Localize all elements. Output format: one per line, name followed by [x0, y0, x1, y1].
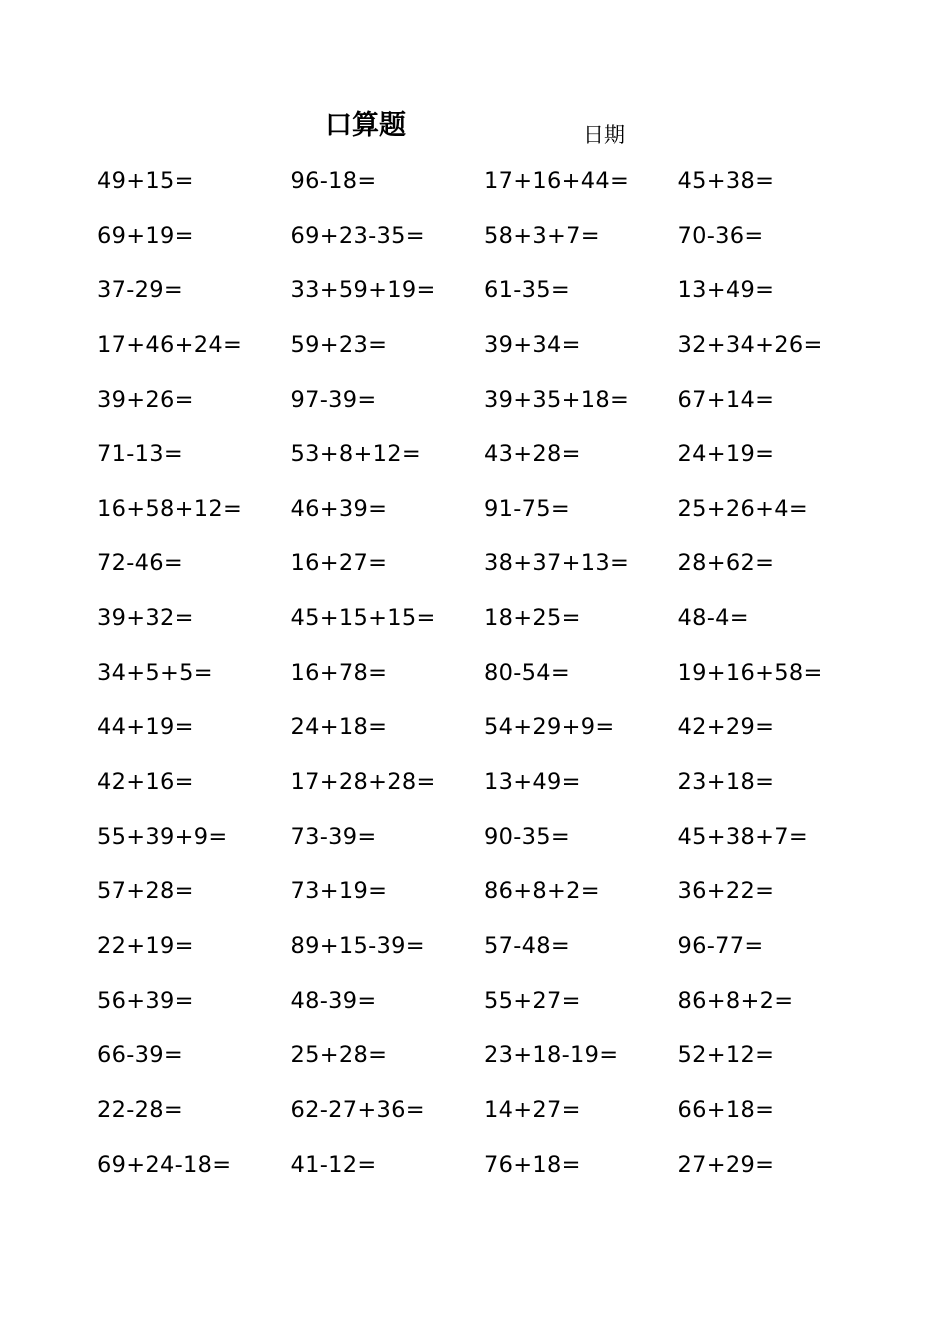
date-label: 日期 [583, 123, 625, 147]
arithmetic-problem: 39+32= [97, 605, 194, 632]
arithmetic-problem: 80-54= [484, 659, 571, 686]
arithmetic-problem: 56+39= [97, 987, 194, 1014]
arithmetic-problem: 61-35= [484, 277, 571, 304]
arithmetic-problem: 13+49= [484, 769, 581, 796]
arithmetic-problem: 57+28= [97, 878, 194, 905]
arithmetic-problem: 90-35= [484, 823, 571, 850]
arithmetic-problem: 86+8+2= [484, 878, 600, 905]
arithmetic-problem: 97-39= [290, 386, 377, 413]
arithmetic-problem: 42+29= [677, 714, 775, 741]
arithmetic-problem: 25+28= [290, 1042, 388, 1069]
arithmetic-problem: 48-4= [677, 605, 749, 632]
arithmetic-problem: 58+3+7= [484, 222, 600, 249]
arithmetic-problem: 96-18= [290, 168, 377, 194]
arithmetic-problem: 28+62= [677, 550, 775, 577]
arithmetic-problem: 72-46= [97, 550, 184, 577]
arithmetic-problem: 96-77= [677, 932, 764, 959]
arithmetic-problem: 17+46+24= [97, 331, 243, 358]
arithmetic-problem: 67+14= [677, 386, 775, 413]
arithmetic-problem: 69+23-35= [290, 222, 425, 249]
problem-grid [97, 163, 877, 1201]
arithmetic-problem: 39+26= [97, 386, 194, 413]
arithmetic-problem: 66+18= [677, 1096, 775, 1123]
arithmetic-problem: 45+15+15= [290, 605, 436, 632]
arithmetic-problem: 23+18-19= [484, 1042, 619, 1069]
arithmetic-problem: 49+15= [97, 168, 194, 194]
arithmetic-problem: 55+39+9= [97, 823, 228, 850]
arithmetic-problem: 73+19= [290, 878, 388, 905]
arithmetic-problem: 19+16+58= [677, 659, 823, 686]
arithmetic-problem: 57-48= [484, 932, 571, 959]
arithmetic-problem: 46+39= [290, 495, 388, 522]
arithmetic-problem: 17+28+28= [290, 769, 436, 796]
arithmetic-problem: 33+59+19= [290, 277, 436, 304]
arithmetic-problem: 55+27= [484, 987, 581, 1014]
arithmetic-problem: 73-39= [290, 823, 377, 850]
arithmetic-problem: 22-28= [97, 1096, 184, 1123]
arithmetic-problem: 43+28= [484, 441, 581, 468]
arithmetic-problem: 24+19= [677, 441, 775, 468]
arithmetic-problem: 25+26+4= [677, 495, 809, 522]
arithmetic-problem: 45+38+7= [677, 823, 809, 850]
arithmetic-problem: 66-39= [97, 1042, 184, 1069]
arithmetic-problem: 45+38= [677, 168, 775, 194]
arithmetic-problem: 16+27= [290, 550, 388, 577]
arithmetic-problem: 34+5+5= [97, 659, 213, 686]
arithmetic-problem: 38+37+13= [484, 550, 630, 577]
arithmetic-problem: 23+18= [677, 769, 775, 796]
arithmetic-problem: 39+35+18= [484, 386, 630, 413]
worksheet-title: 口算题 [325, 110, 406, 141]
arithmetic-problem: 89+15-39= [290, 932, 425, 959]
arithmetic-problem: 41-12= [290, 1151, 377, 1178]
arithmetic-problem: 36+22= [677, 878, 775, 905]
arithmetic-problem: 48-39= [290, 987, 377, 1014]
arithmetic-problem: 42+16= [97, 769, 194, 796]
arithmetic-problem: 54+29+9= [484, 714, 615, 741]
arithmetic-problem: 71-13= [97, 441, 184, 468]
arithmetic-problem: 69+19= [97, 222, 194, 249]
arithmetic-problem: 86+8+2= [677, 987, 794, 1014]
arithmetic-problem: 32+34+26= [677, 331, 823, 358]
arithmetic-problem: 18+25= [484, 605, 581, 632]
arithmetic-problem: 91-75= [484, 495, 571, 522]
arithmetic-problem: 17+16+44= [484, 168, 630, 194]
arithmetic-problem: 16+58+12= [97, 495, 243, 522]
arithmetic-problem: 24+18= [290, 714, 388, 741]
arithmetic-problem: 59+23= [290, 331, 388, 358]
arithmetic-problem: 16+78= [290, 659, 388, 686]
arithmetic-problem: 53+8+12= [290, 441, 422, 468]
arithmetic-problem: 13+49= [677, 277, 775, 304]
arithmetic-problem: 27+29= [677, 1151, 775, 1178]
arithmetic-problem: 52+12= [677, 1042, 775, 1069]
arithmetic-problem: 62-27+36= [290, 1096, 425, 1123]
arithmetic-problem: 37-29= [97, 277, 184, 304]
arithmetic-problem: 39+34= [484, 331, 581, 358]
arithmetic-problem: 70-36= [677, 222, 764, 249]
arithmetic-problem: 22+19= [97, 932, 194, 959]
arithmetic-problem: 69+24-18= [97, 1151, 232, 1178]
arithmetic-problem: 14+27= [484, 1096, 581, 1123]
arithmetic-problem: 76+18= [484, 1151, 581, 1178]
arithmetic-problem: 44+19= [97, 714, 194, 741]
